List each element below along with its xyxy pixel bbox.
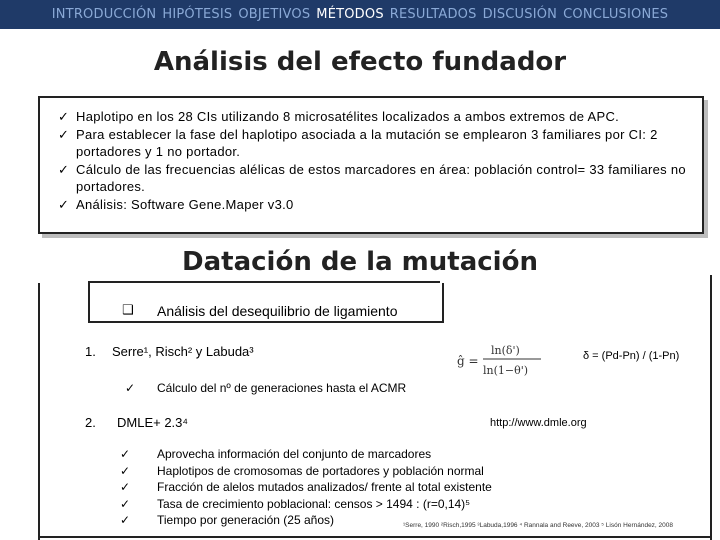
frame-right-border	[710, 275, 712, 540]
nav-objetivos[interactable]: OBJETIVOS	[238, 7, 311, 22]
nav-metodos[interactable]: MÉTODOS	[316, 7, 384, 22]
check-icon: ✓	[120, 463, 131, 478]
svg-text:ln(1−θ'): ln(1−θ')	[483, 364, 529, 377]
delta-formula: δ = (Pd-Pn) / (1-Pn)	[583, 350, 680, 362]
frame-left-border	[38, 283, 40, 540]
title-founder-effect: Análisis del efecto fundador	[153, 47, 567, 77]
check-icon: ✓	[125, 381, 136, 395]
item2-label: DMLE+ 2.3⁴	[117, 415, 188, 430]
item1-number: 1.	[85, 344, 96, 359]
formula-image	[455, 341, 545, 384]
dmle-bullets	[120, 446, 492, 529]
nav-hipotesis[interactable]: HIPÓTESIS	[162, 7, 233, 22]
check-icon: ✓	[120, 496, 131, 511]
top-navigation	[0, 0, 720, 29]
frame-bottom-border	[38, 536, 712, 538]
list-item: ✓ Haplotipo en los 28 CIs utilizando 8 microsatélites localizados a ambos extremos de APC.	[58, 109, 620, 124]
square-bullet-icon: ❑	[122, 303, 134, 318]
check-icon: ✓	[120, 447, 131, 461]
nav-conclusiones[interactable]: CONCLUSIONES	[563, 7, 669, 22]
check-icon: ✓	[120, 513, 131, 527]
svg-text:ĝ =: ĝ =	[457, 354, 479, 368]
list-item: ✓ Fracción de alelos mutados analizados/ frente al total existente	[120, 480, 492, 494]
svg-text:ln(δ'): ln(δ')	[491, 344, 520, 357]
list-item: ✓ Haplotipos de cromosomas de portadores y población normal	[120, 463, 484, 478]
check-icon: ✓	[58, 161, 70, 177]
founder-effect-box	[38, 96, 704, 234]
item1-label: Serre¹, Risch² y Labuda³	[112, 344, 254, 359]
dmle-link[interactable]: http://www.dmle.org	[490, 417, 587, 429]
list-item: ✓ Aprovecha información del conjunto de marcadores	[120, 447, 432, 461]
list-item: ✓ Para establecer la fase del haplotipo asociada a la mutación se emplearon 3 familiares por CI: 2 portadores y 1 no portador.	[58, 126, 658, 159]
nav-introduccion[interactable]: INTRODUCCIÓN	[51, 7, 157, 22]
list-item: ✓ Análisis: Software Gene.Maper v3.0	[58, 196, 294, 212]
check-icon: ✓	[58, 109, 70, 124]
list-item: ✓ Cálculo de las frecuencias alélicas de estos marcadores en área: población control= 33 familiares no portadores.	[58, 161, 686, 194]
check-icon: ✓	[58, 196, 70, 212]
check-icon: ✓	[58, 126, 70, 142]
section-heading: Análisis del desequilibrio de ligamiento	[157, 303, 398, 319]
title-mutation-dating: Datación de la mutación	[182, 247, 538, 277]
nav-resultados[interactable]: RESULTADOS	[389, 7, 477, 22]
references: ¹Serre, 1990 ²Risch,1995 ³Labuda,1996 ⁴ Rannala and Reeve, 2003 ⁵ Lisón Hernández, 2008	[403, 522, 674, 529]
check-icon: ✓	[120, 480, 131, 494]
list-item: ✓ Tasa de crecimiento poblacional: censos > 1494 : (r=0,14)⁵	[120, 496, 471, 511]
list-item: ✓ Tiempo por generación (25 años)	[120, 513, 334, 527]
calc-text: Cálculo del nº de generaciones hasta el ACMR	[157, 381, 407, 395]
item2-number: 2.	[85, 415, 96, 430]
nav-discusion[interactable]: DISCUSIÓN	[482, 7, 558, 22]
